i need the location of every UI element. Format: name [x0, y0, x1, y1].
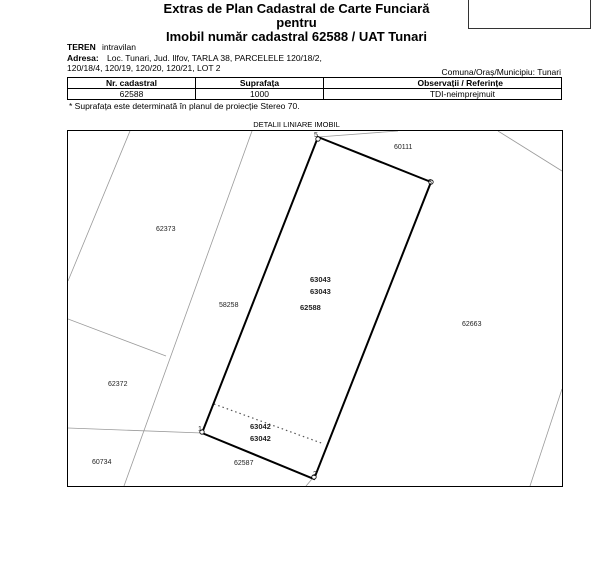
boundary-line [530, 389, 562, 486]
map-title: DETALII LINIARE IMOBIL [253, 120, 340, 129]
point-label: 1 [198, 426, 202, 433]
parcel-label: 63042 [250, 422, 271, 431]
point-label: 3 [428, 179, 432, 186]
document-title: Extras de Plan Cadastral de Carte Funciară [163, 1, 430, 16]
boundary-line [68, 131, 130, 281]
column-header: Nr. cadastral [68, 78, 196, 89]
boundary-line [306, 479, 312, 486]
cadastral-map [67, 130, 563, 487]
boundary-line [68, 428, 202, 433]
column-header: Observații / Referințe [324, 78, 562, 89]
boundary-line [498, 131, 562, 171]
parcel-label: 63043 [310, 287, 331, 296]
parcel-label: 62373 [156, 226, 176, 233]
table-cell-observatii: TDI-neimprejmuit [324, 89, 562, 100]
parcel-label: 63042 [250, 434, 271, 443]
point-label: 2 [313, 471, 317, 478]
cadastral-table [67, 77, 562, 100]
point-label: 5 [314, 132, 318, 139]
document-subtitle: Imobil număr cadastral 62588 / UAT Tunari [165, 29, 428, 44]
adresa-value-continued: 120/18/4, 120/19, 120/20, 120/21, LOT 2 [67, 63, 221, 73]
document-title-pentru: pentru [276, 15, 317, 30]
table-header-row [68, 78, 562, 89]
column-header: Suprafața [196, 78, 324, 89]
uat-label: Comuna/Oraș/Municipiu: Tunari [441, 67, 561, 77]
table-row [68, 89, 562, 100]
parcel-label: 58258 [219, 302, 239, 309]
parcel-label: 62587 [234, 460, 254, 467]
adresa-label: Adresa: [67, 53, 99, 63]
table-cell-suprafata: 1000 [196, 89, 324, 100]
parcel-label: 60111 [394, 144, 413, 151]
parcel-label: 62663 [462, 321, 482, 328]
adresa-value: Loc. Tunari, Jud. Ilfov, TARLA 38, PARCELELE 120/18/2, [107, 53, 322, 63]
parcel-label: 60734 [92, 459, 112, 466]
teren-value: intravilan [102, 42, 137, 52]
parcel-label: 63043 [310, 275, 331, 284]
teren-label: TEREN [67, 42, 96, 52]
table-cell-nr-cadastral: 62588 [68, 89, 196, 100]
boundary-line [318, 131, 398, 137]
parcel-label: 62372 [108, 381, 128, 388]
footnote: * Suprafața este determinată în planul de proiecție Stereo 70. [69, 101, 300, 111]
subject-parcel-label: 62588 [300, 303, 321, 312]
map-drawing [68, 131, 562, 486]
boundary-line [68, 319, 166, 356]
